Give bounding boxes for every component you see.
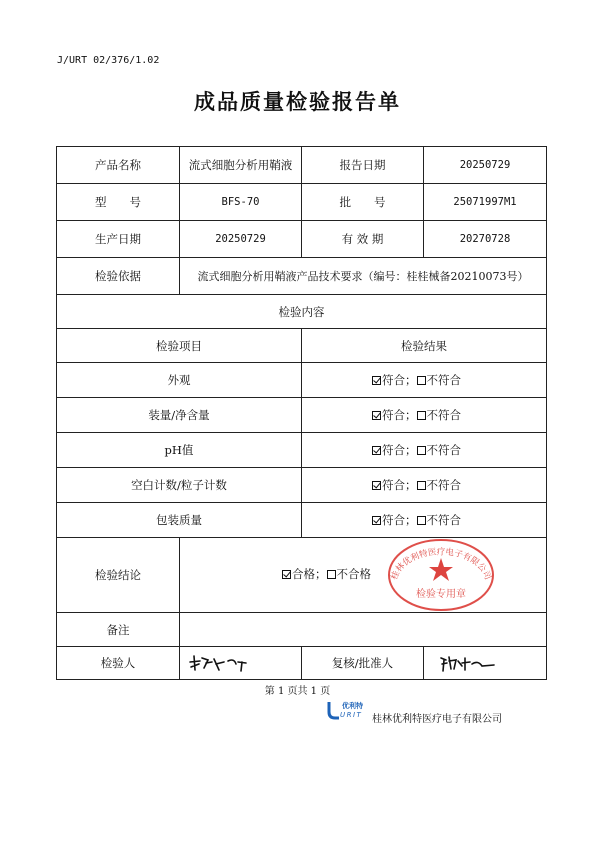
reviewer-label: 复核/批准人 (302, 647, 424, 680)
table-row (57, 221, 547, 258)
product-name-value: 流式细胞分析用鞘液 (180, 147, 302, 184)
item-name: pH值 (57, 433, 302, 468)
inspector-label: 检验人 (57, 647, 180, 680)
star-icon (429, 558, 453, 581)
report-date-value: 20250729 (424, 147, 547, 184)
table-row (57, 398, 547, 433)
checkbox-checked-icon[interactable] (282, 570, 291, 579)
basis-label: 检验依据 (57, 258, 180, 295)
document-number: J/URT 02/376/1.02 (57, 55, 160, 66)
report-table (56, 146, 547, 680)
model-label: 型 号 (57, 184, 180, 221)
inspector-signature-cell (180, 647, 302, 680)
inspector-signature (186, 652, 256, 674)
item-name: 装量/净含量 (57, 398, 302, 433)
checkbox-unchecked-icon[interactable] (417, 411, 426, 420)
inspection-seal-stamp (387, 538, 495, 612)
model-value: BFS-70 (180, 184, 302, 221)
basis-value: 流式细胞分析用鞘液产品技术要求（编号：桂桂械备20210073号） (180, 258, 547, 295)
production-date-label: 生产日期 (57, 221, 180, 258)
table-row (57, 433, 547, 468)
table-row (57, 295, 547, 329)
batch-value: 25071997M1 (424, 184, 547, 221)
table-row (57, 329, 547, 363)
checkbox-unchecked-icon[interactable] (417, 446, 426, 455)
item-result: 符合； 不符合 (302, 363, 547, 398)
item-column-header: 检验项目 (57, 329, 302, 363)
logo-en-text: URIT (340, 711, 363, 719)
table-row (57, 503, 547, 538)
checkbox-unchecked-icon[interactable] (417, 516, 426, 525)
table-row (57, 147, 547, 184)
table-row (57, 363, 547, 398)
reviewer-signature-cell (424, 647, 547, 680)
checkbox-checked-icon[interactable] (372, 446, 381, 455)
checkbox-unchecked-icon[interactable] (327, 570, 336, 579)
production-date-value: 20250729 (180, 221, 302, 258)
table-row (57, 613, 547, 647)
table-row (57, 468, 547, 503)
checkbox-unchecked-icon[interactable] (417, 376, 426, 385)
stamp-inner-text: 检验专用章 (416, 589, 466, 600)
table-row (57, 184, 547, 221)
item-name: 空白计数/粒子计数 (57, 468, 302, 503)
item-result: 符合； 不符合 (302, 468, 547, 503)
conclusion-cell: 合格； 不合格 桂林优利特医疗电子有限公司 检验专用章 (180, 538, 547, 613)
content-header: 检验内容 (57, 295, 547, 329)
checkbox-unchecked-icon[interactable] (417, 481, 426, 490)
checkbox-checked-icon[interactable] (372, 376, 381, 385)
item-name: 包装质量 (57, 503, 302, 538)
item-result: 符合； 不符合 (302, 398, 547, 433)
result-column-header: 检验结果 (302, 329, 547, 363)
report-title: 成品质量检验报告单 (194, 90, 401, 114)
company-name: 桂林优利特医疗电子有限公司 (372, 714, 502, 725)
logo-cn-text: 优利特 (342, 702, 363, 710)
item-result: 符合； 不符合 (302, 433, 547, 468)
table-row (57, 647, 547, 680)
table-row (57, 258, 547, 295)
item-name: 外观 (57, 363, 302, 398)
expiry-value: 20270728 (424, 221, 547, 258)
reviewer-signature (438, 652, 508, 674)
product-name-label: 产品名称 (57, 147, 180, 184)
checkbox-checked-icon[interactable] (372, 411, 381, 420)
expiry-label: 有 效 期 (302, 221, 424, 258)
checkbox-checked-icon[interactable] (372, 516, 381, 525)
notes-value (180, 613, 547, 647)
urit-logo (326, 700, 370, 720)
checkbox-checked-icon[interactable] (372, 481, 381, 490)
page-footer: 第 1 页共 1 页 (264, 686, 331, 697)
item-result: 符合； 不符合 (302, 503, 547, 538)
table-row (57, 538, 547, 613)
stamp-outer-text: 桂林优利特医疗电子有限公司 (389, 547, 493, 582)
report-date-label: 报告日期 (302, 147, 424, 184)
notes-label: 备注 (57, 613, 180, 647)
batch-label: 批 号 (302, 184, 424, 221)
conclusion-label: 检验结论 (57, 538, 180, 613)
